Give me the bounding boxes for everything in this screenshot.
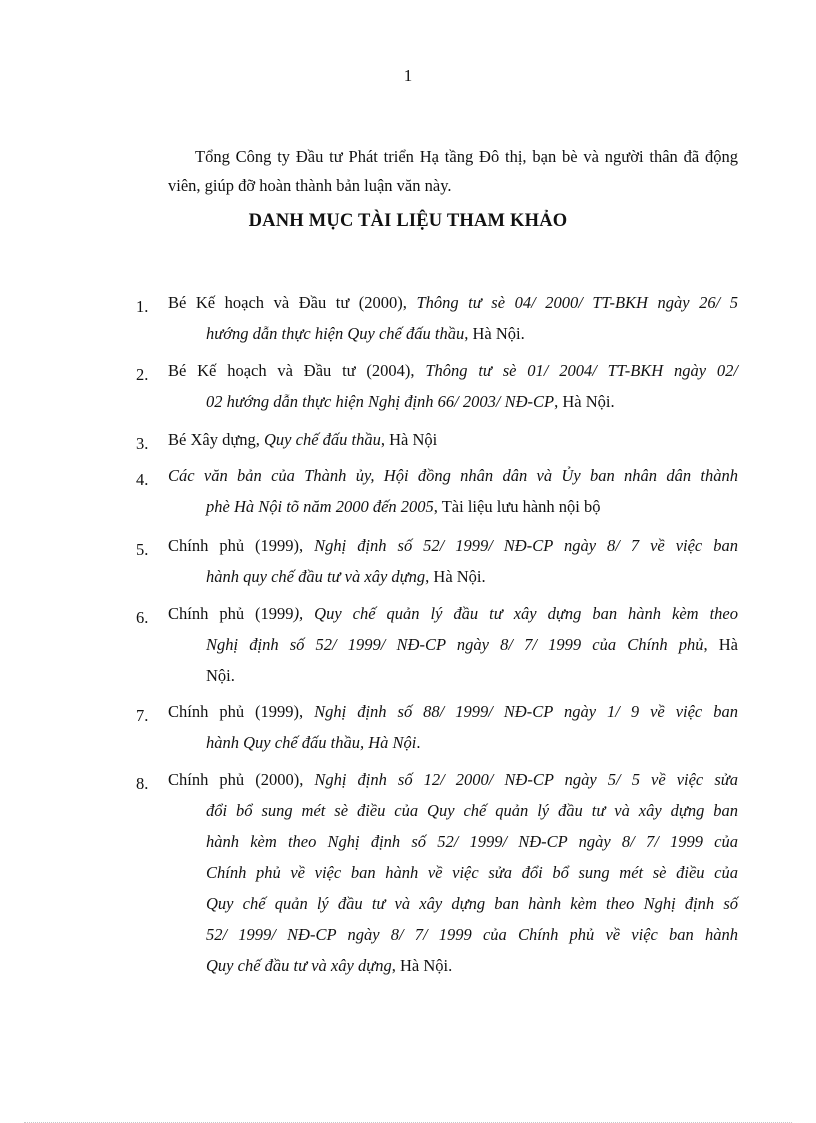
reference-line [168, 561, 738, 592]
reference-segment: , Hà Nội. [425, 567, 486, 586]
reference-line [168, 355, 738, 386]
reference-text [168, 287, 738, 349]
reference-title-segment: đổi bổ sung mét sè điều của Quy chế quản lý đầu tư và xây dựng ban [206, 801, 738, 820]
reference-number: 4. [136, 470, 149, 489]
reference-text [168, 530, 738, 592]
intro-line-1: Tổng Công ty Đầu tư Phát triển Hạ tầng Đô thị, bạn bè và người thân [195, 147, 678, 166]
reference-segment: , Hà Nội. [391, 956, 453, 975]
reference-title-segment: Thông tư sè 04/ 2000/ TT-BKH ngày 26/ 5 [416, 293, 738, 312]
reference-line [168, 660, 738, 691]
reference-segment: , Hà [703, 635, 738, 654]
reference-title-segment: Quy chế đấu thầu [264, 430, 381, 449]
reference-segment: Bé Kế hoạch và Đầu tư (2004), [168, 361, 426, 380]
reference-segment: Bé Xây dựng, [168, 430, 265, 449]
reference-segment: , Hà Nội. [464, 324, 525, 343]
reference-title-segment: hành kèm theo Nghị định số 52/ 1999/ NĐ-CP ngày 8/ 7/ 1999 của [206, 832, 738, 851]
reference-line [168, 950, 738, 981]
reference-segment: . [416, 733, 421, 752]
reference-line [168, 629, 738, 660]
reference-title-segment: Nghị định số 88/ 1999/ NĐ-CP ngày 1/ 9 về việc ban [314, 702, 738, 721]
reference-segment: Chính phủ (1999 [168, 604, 294, 623]
reference-title-segment: Quy chế đầu tư và xây dựng [206, 956, 392, 975]
reference-line [168, 857, 738, 888]
reference-segment: Chính phủ (2000), [168, 770, 315, 789]
reference-line [168, 919, 738, 950]
reference-line [168, 318, 738, 349]
reference-number: 3. [136, 434, 149, 453]
reference-segment: , Tài liệu lưu hành nội bộ [433, 497, 601, 516]
reference-number: 5. [136, 540, 149, 559]
reference-number: 6. [136, 608, 149, 627]
reference-text [168, 764, 738, 981]
reference-line [168, 530, 738, 561]
reference-title-segment: Các văn bản của Thành ủy, Hội đồng nhân dân và Ủy ban nhân dân thành [168, 466, 738, 485]
reference-line [168, 460, 738, 491]
reference-line [168, 491, 738, 522]
reference-text [168, 460, 738, 522]
page-number: 1 [403, 66, 413, 85]
reference-number: 2. [136, 365, 149, 384]
reference-text [168, 598, 738, 691]
reference-line [168, 598, 738, 629]
reference-title-segment: Thông tư sè 01/ 2004/ TT-BKH ngày 02/ [425, 361, 738, 380]
reference-segment: Chính phủ (1999), [168, 536, 315, 555]
reference-line [168, 764, 738, 795]
reference-title-segment: 52/ 1999/ NĐ-CP ngày 8/ 7/ 1999 của Chính phủ về việc ban hành [206, 925, 738, 944]
reference-title-segment: phè Hà Nội tõ năm 2000 đến 2005 [206, 497, 434, 516]
reference-segment: Bé Kế hoạch và Đầu tư (2000), [168, 293, 417, 312]
reference-line [168, 795, 738, 826]
reference-title-segment: hành Quy chế đấu thầu, Hà Nội [206, 733, 417, 752]
intro-paragraph [168, 142, 738, 200]
intro-line-2: đã động viên, giúp đỡ hoàn thành bản luận văn này. [168, 147, 739, 195]
references-heading: DANH MỤC TÀI LIỆU THAM KHẢO [248, 211, 568, 231]
reference-segment: , Hà Nội. [554, 392, 615, 411]
reference-number: 8. [136, 774, 149, 793]
reference-line [168, 727, 738, 758]
reference-line [168, 696, 738, 727]
reference-segment: Nội. [206, 666, 235, 685]
reference-number: 7. [136, 706, 149, 725]
reference-segment: , Hà Nội [380, 430, 438, 449]
reference-line [168, 826, 738, 857]
reference-title-segment: Nghị định số 52/ 1999/ NĐ-CP ngày 8/ 7 về việc ban [314, 536, 738, 555]
reference-title-segment: Quy chế quản lý đầu tư và xây dựng ban hành kèm theo Nghị định số [206, 894, 738, 913]
reference-title-segment: Nghị định số 52/ 1999/ NĐ-CP ngày 8/ 7/ 1999 của Chính phủ [206, 635, 704, 654]
reference-text [168, 424, 738, 455]
reference-line [168, 888, 738, 919]
reference-segment: Chính phủ (1999), [168, 702, 315, 721]
reference-title-segment: Nghị định số 12/ 2000/ NĐ-CP ngày 5/ 5 về việc sửa [314, 770, 738, 789]
reference-title-segment: Chính phủ về việc ban hành về việc sửa đổi bổ sung mét sè điều của [206, 863, 738, 882]
reference-line [168, 386, 738, 417]
reference-line [168, 424, 738, 455]
reference-text [168, 696, 738, 758]
reference-title-segment: hướng dẫn thực hiện Quy chế đấu thầu [206, 324, 465, 343]
reference-title-segment: 02 hướng dẫn thực hiện Nghị định 66/ 2003/ NĐ-CP [206, 392, 555, 411]
reference-line [168, 287, 738, 318]
reference-title-segment: hành quy chế đầu tư và xây dựng [206, 567, 426, 586]
reference-text [168, 355, 738, 417]
reference-number: 1. [136, 297, 149, 316]
reference-title-segment: ), Quy chế quản lý đầu tư xây dựng ban hành kèm theo [293, 604, 738, 623]
